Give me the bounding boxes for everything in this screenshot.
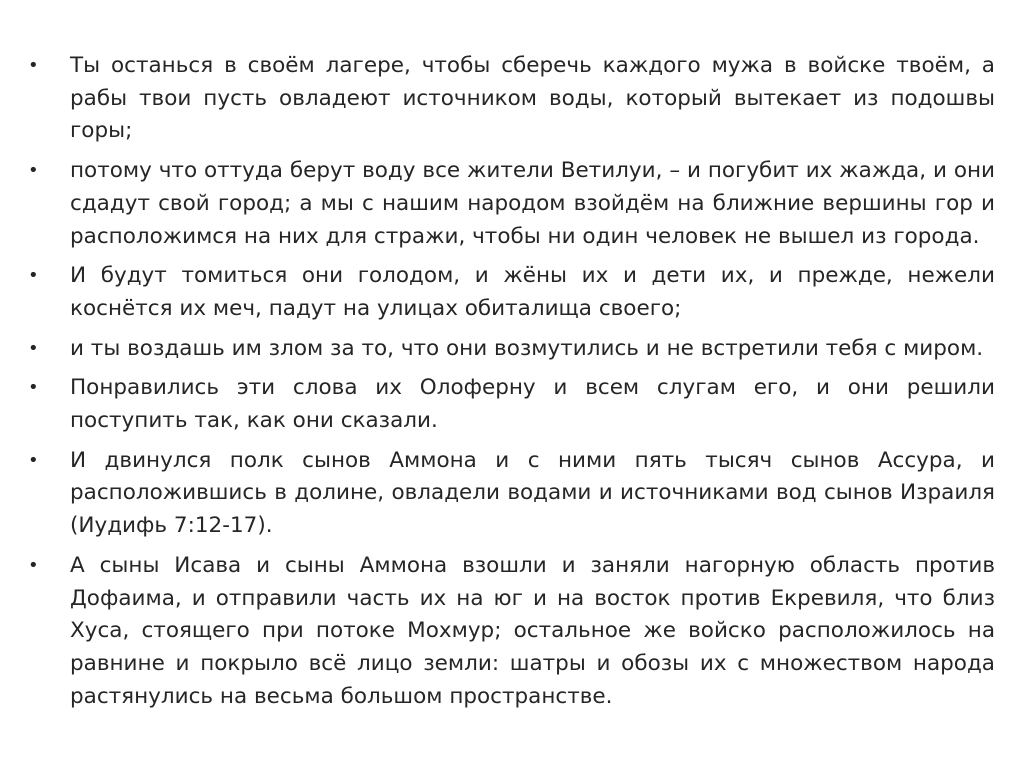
bullet-dot-icon: • [28,554,39,576]
bullet-dot-icon: • [28,449,39,471]
bullet-text: Понравились эти слова их Олоферну и всем слугам его, и они решили поступить так, как они сказали. [70,375,995,434]
bullet-item [28,372,995,437]
bullet-dot-icon: • [28,337,39,359]
bullet-item [28,260,995,325]
bullet-item [28,333,995,366]
bullet-text: потому что оттуда берут воду все жители Ветилуи, – и погубит их жажда, и они сдадут свой город; а мы с нашим народом взойдём на ближние вершины гор и расположимся на них для стражи, чтобы ни один человек не вышел из города. [70,158,995,249]
bullet-text: И будут томиться они голодом, и жёны их и дети их, и прежде, нежели коснётся их меч, падут на улицах обиталища своего; [70,263,995,321]
bullet-item [28,155,995,253]
bullet-text: Ты останься в своём лагере, чтобы сберечь каждого мужа в войске твоём, а рабы твои пусть овладеют источником воды, который вытекает из подошвы горы; [70,53,995,144]
bullet-dot-icon: • [28,160,39,182]
bullet-list [28,50,995,720]
bullet-item [28,550,995,714]
bullet-item [28,445,995,543]
bullet-text: и ты воздашь им злом за то, что они возмутились и не встретили тебя с миром. [70,335,984,361]
bullet-dot-icon: • [28,265,39,287]
bullet-text: И двинулся полк сынов Аммона и с ними пять тысяч сынов Ассура, и расположившись в долине, овладели водами и источниками вод сынов Израиля (Иудифь 7:12-17). [70,447,995,539]
bullet-dot-icon: • [28,377,39,399]
bullet-item [28,50,995,148]
bullet-text: А сыны Исава и сыны Аммона взошли и заняли нагорную область против Дофаима, и отправили часть их на юг и на восток против Екревиля, что близ Хуса, стоящего при потоке Мохмур; остальное же войско расположилось на равнине и покрыло всё лицо земли: шатры и обозы их с множеством народа растянулись на весьма большом пространстве. [70,552,995,709]
bullet-dot-icon: • [28,55,39,76]
